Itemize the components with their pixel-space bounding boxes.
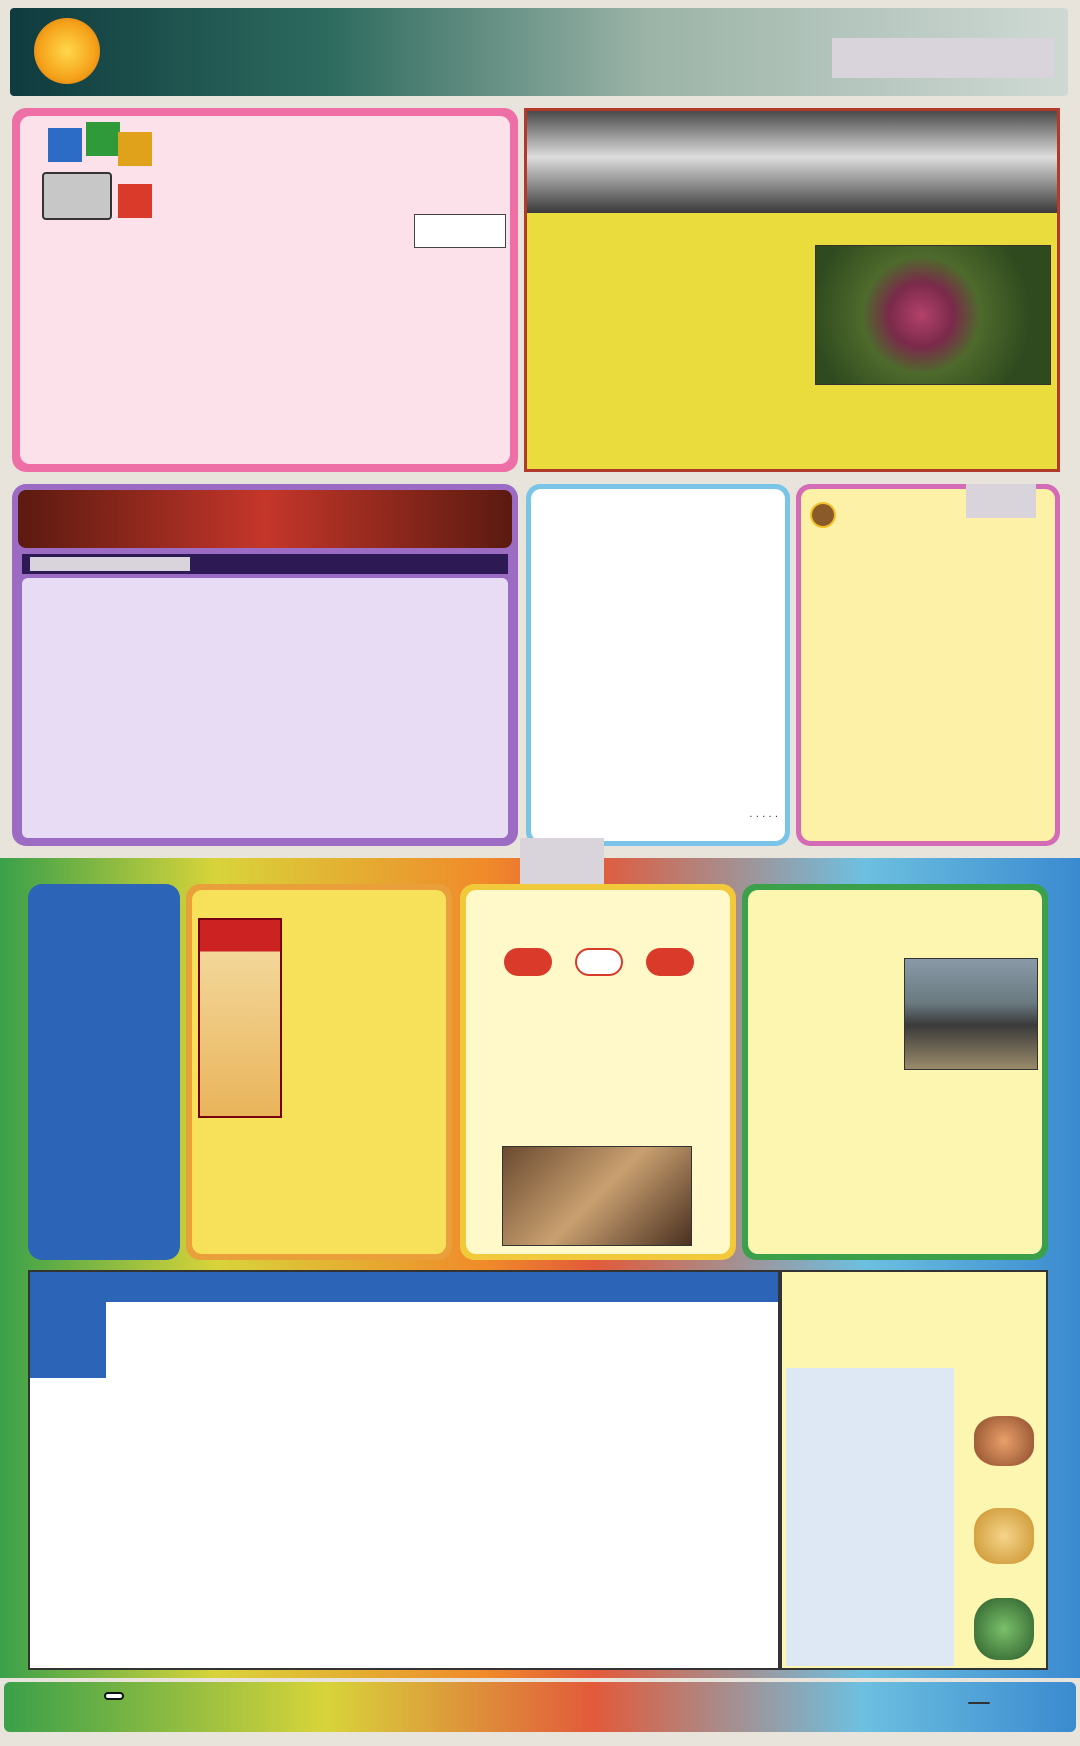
texiao-grid-current: [40, 1104, 170, 1252]
buddha-figure-icon: [974, 1508, 1034, 1564]
texiao-grid-previous: [48, 962, 162, 1082]
column-head: [703, 1272, 778, 1302]
column-head: [479, 1272, 554, 1302]
dianyou-badge: [34, 122, 154, 226]
lingjie-footnote: [541, 445, 1047, 461]
character-grid-first-row: [106, 1302, 778, 1378]
dachi-body: [474, 1016, 722, 1128]
duwang-banner: [22, 554, 508, 574]
sage-figure-icon: [974, 1598, 1034, 1660]
dianyou-panel: [12, 108, 518, 472]
dachi-explain: [474, 1000, 722, 1016]
divination-circle: [575, 948, 623, 976]
duwang-body: [28, 582, 502, 834]
dujing-signoff-row: · · · · ·: [749, 812, 778, 823]
dachi-circles: [504, 948, 694, 976]
daoren-label: [30, 1272, 106, 1378]
xishen-panel: [186, 884, 452, 1260]
redacted-block: [832, 38, 1054, 78]
monster-figure-icon: [974, 1416, 1034, 1466]
computer-icon: [42, 172, 112, 220]
redacted-block: [786, 1368, 954, 1666]
fortune-teller-photo: [502, 1146, 692, 1246]
column-head: [405, 1272, 480, 1302]
horse-icon: [810, 502, 836, 528]
madong-panel: [796, 484, 1060, 846]
bazi-box: [414, 214, 506, 248]
dianyou-reply-intro: [164, 212, 404, 256]
column-head: [106, 1272, 181, 1302]
divination-circle: [646, 948, 694, 976]
bazi-char: [415, 231, 438, 247]
dianyou-signature: [468, 196, 508, 210]
tentacle-creature-photo: [815, 245, 1051, 385]
bazi-char: [438, 231, 461, 247]
xuanji-panel: [742, 884, 1048, 1260]
dianyou-body: [32, 258, 506, 460]
character-grid: [30, 1378, 778, 1668]
column-head: [554, 1272, 629, 1302]
column-head: [255, 1272, 330, 1302]
column-head: [181, 1272, 256, 1302]
texiao-panel: [28, 884, 180, 1260]
bazi-char: [438, 215, 461, 231]
redacted-email: [30, 557, 190, 571]
madong-body: [810, 548, 1048, 832]
sun-logo-icon: [34, 18, 100, 84]
redacted-block: [966, 484, 1036, 518]
dujing-body: [542, 580, 778, 806]
badge-char: [86, 122, 120, 156]
daoren-table: [28, 1270, 780, 1670]
bazi-char: [415, 215, 438, 231]
duwang-panel: [12, 484, 518, 846]
dujing-panel: [526, 484, 790, 846]
xuanji-body: [756, 954, 1038, 1224]
bazi-char: [483, 231, 506, 247]
daoren-column-heads: [106, 1272, 778, 1302]
dianyou-letter: [164, 124, 506, 196]
xishen-body: [200, 1128, 440, 1234]
lingjie-title-band: [527, 111, 1057, 213]
divination-circle: [504, 948, 552, 976]
badge-char: [118, 184, 152, 218]
column-head: [629, 1272, 704, 1302]
daoren-side-panel: [780, 1270, 1048, 1670]
column-head: [330, 1272, 405, 1302]
footer-section: [104, 1692, 124, 1700]
badge-char: [118, 132, 152, 166]
daoren-label-text: [30, 1272, 106, 1278]
lingjie-panel: [524, 108, 1060, 472]
badge-char: [48, 128, 82, 162]
footer-page: [968, 1702, 990, 1704]
bazi-char: [460, 215, 483, 231]
calendar-label: [200, 920, 280, 926]
dachi-panel: [460, 884, 736, 1260]
bazi-char: [460, 231, 483, 247]
duwang-title-band: [18, 490, 512, 548]
calendar-image: [198, 918, 282, 1118]
daoren-side-body: [790, 1304, 1040, 1360]
footer-bar: [4, 1682, 1076, 1732]
bazi-char: [483, 215, 506, 231]
